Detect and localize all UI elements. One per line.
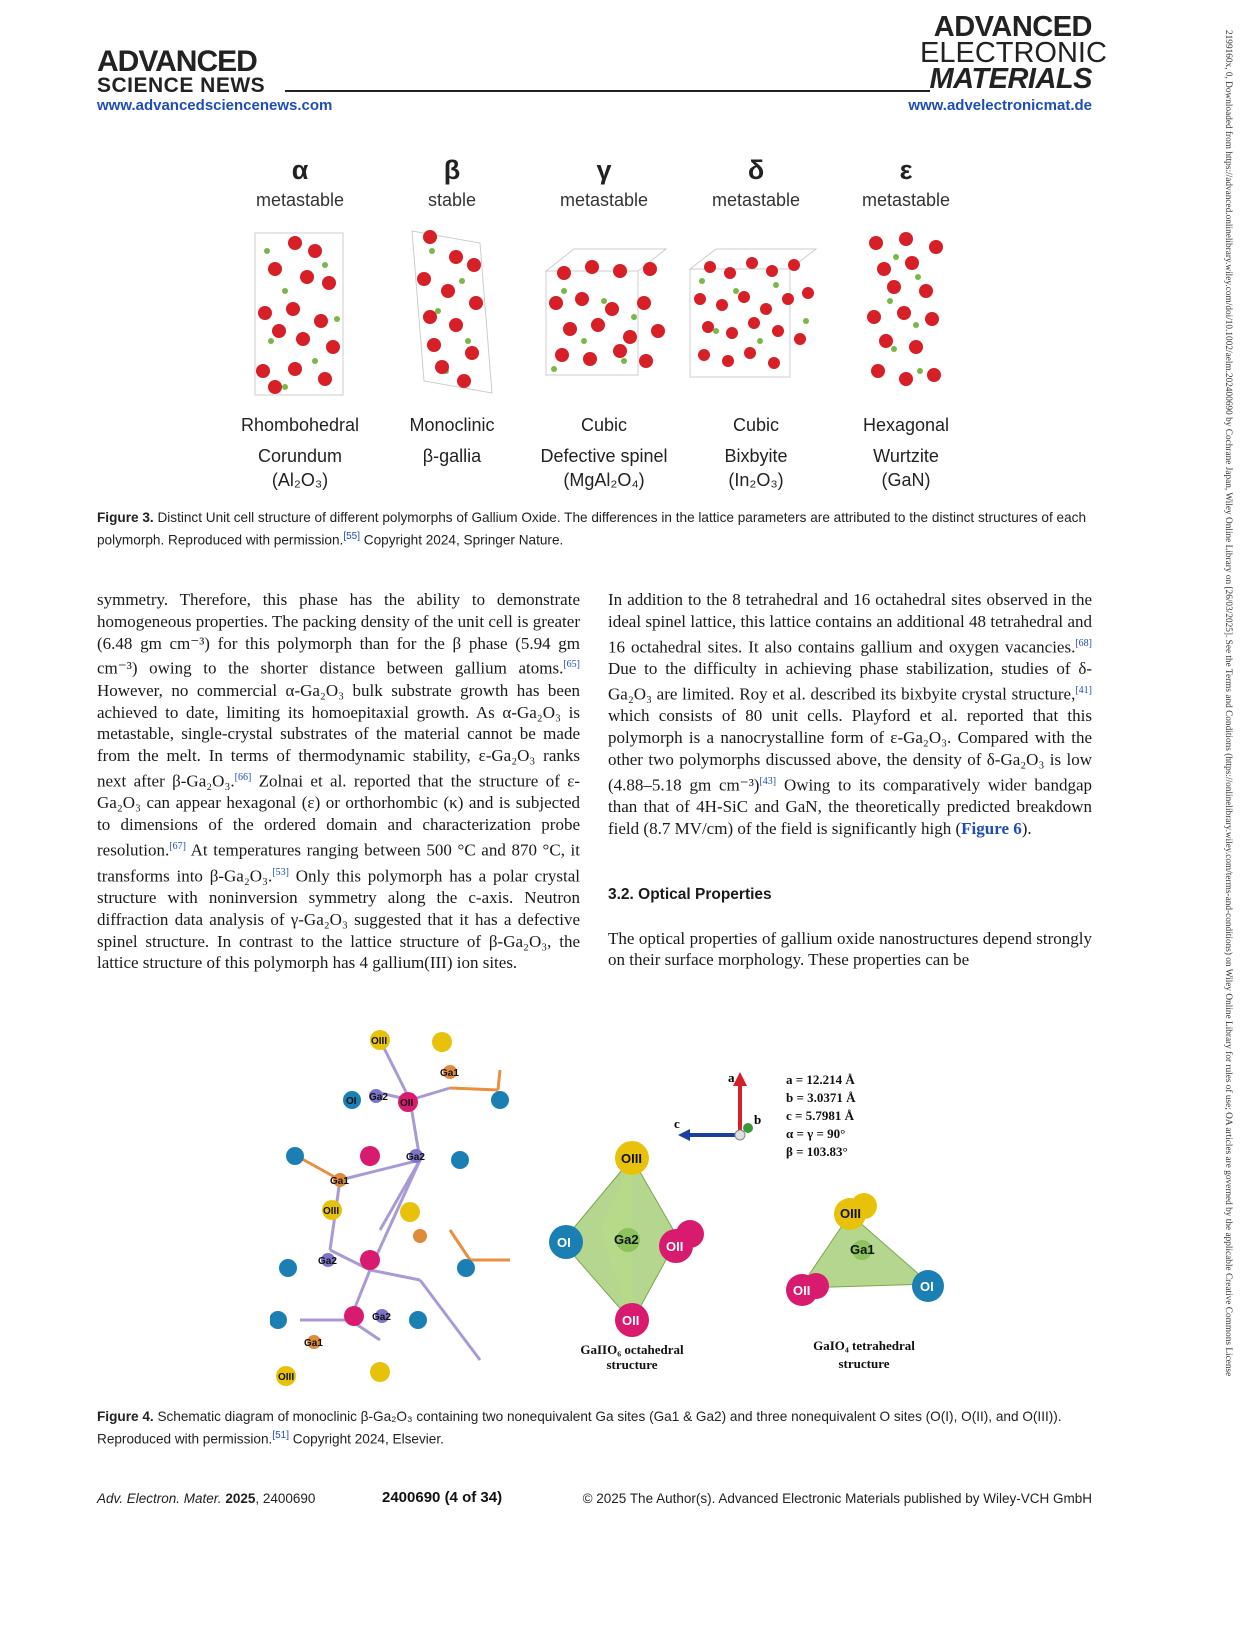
polymorph-stability: metastable	[861, 190, 951, 210]
octahedral-label: GaIIO₆ octahedral	[580, 1342, 684, 1357]
atom-label: OI	[346, 1096, 357, 1107]
crystal-system: Hexagonal	[862, 415, 950, 435]
polymorph-symbol: δ	[747, 155, 765, 185]
reference-link[interactable]: [43]	[759, 775, 777, 787]
atom-label: Ga1	[850, 1242, 875, 1257]
atom-label: OI	[557, 1235, 571, 1250]
footer-copyright: © 2025 The Author(s). Advanced Electronic Materials published by Wiley-VCH GmbH	[582, 1491, 1092, 1506]
gamma-unit-cell-image	[534, 221, 674, 401]
figure-3	[225, 155, 985, 500]
crystal-system: Rhombohedral	[240, 415, 360, 435]
lattice-param: α = γ = 90°	[786, 1126, 846, 1141]
prototype: Bixbyite	[724, 446, 788, 466]
lattice-param: a = 12.214 Å	[786, 1072, 855, 1087]
figure-3-caption: Figure 3. Distinct Unit cell structure of different polymorphs of Gallium Oxide. The differences in the lattice parameters are attributed to the distinct structures of each polymorph. Reproduced with permission.[55] Copyright 2024, Springer Nature.	[97, 510, 1087, 548]
left-column-text: symmetry. Therefore, this phase has the ability to demonstrate homogeneous properties. The packing density of the unit cell is greater (6.48 gm cm⁻³) for this polymorph than for the β phase (5.94 gm cm⁻³) owing to the shorter distance between gallium atoms.[65] However, no commercial α-Ga₂O₃ bulk substrate growth has been achieved to date, limiting its homoepitaxial growth. As α-Ga₂O₃ is metastable, single-crystal substrates of the material cannot be made from the melt. In terms of thermodynamic stability, ε-Ga₂O₃ ranks next after β-Ga₂O₃.[66] Zolnai et al. reported that the structure of ε-Ga₂O₃ can appear hexagonal (ε) or orthorhombic (κ) and is subjected to dimensions of the ordered domain and characterization probe resolution.[67] At temperatures ranging between 500 °C and 870 °C, it transforms into β-Ga₂O₃.[53] Only this polymorph has a polar crystal structure with noninversion symmetry along the c-axis. Neutron diffraction data analysis of γ-Ga₂O₃ suggested that it has a defective spinel structure. In contrast to the lattice structure of β-Ga₂O₃, the lattice structure of this polymorph has 4 gallium(III) ion sites.	[97, 590, 581, 973]
figure-4-caption: Figure 4. Schematic diagram of monoclinic β-Ga₂O₃ containing two nonequivalent Ga sites (Ga1 & Ga2) and three nonequivalent O sites (O(I), O(II), and O(III)). Reproduced with permission.[51] Copyright 2024, Elsevier.	[97, 1409, 1062, 1447]
page-number: 2400690 (4 of 34)	[382, 1489, 503, 1506]
epsilon-unit-cell-image	[856, 221, 956, 401]
reference-link[interactable]: [65]	[563, 659, 580, 671]
section-heading: 3.2. Optical Properties	[608, 885, 772, 903]
atom-label: OIII	[323, 1206, 340, 1217]
atom-label: Ga2	[318, 1256, 337, 1267]
atom-label: Ga2	[406, 1152, 425, 1163]
crystal-system: Cubic	[580, 415, 628, 435]
polymorph-beta	[377, 155, 527, 468]
polymorph-stability: metastable	[711, 190, 801, 210]
polymorph-symbol: α	[291, 155, 309, 185]
reference-link[interactable]: [51]	[272, 1430, 289, 1441]
advelectronicmat-link[interactable]: www.advelectronicmat.de	[908, 97, 1092, 114]
prototype-formula: (Al₂O₃)	[271, 470, 329, 490]
prototype-formula: (GaN)	[881, 470, 931, 490]
atom-label: Ga1	[304, 1338, 323, 1349]
axis-b-label: b	[754, 1112, 762, 1127]
polymorph-symbol: γ	[596, 155, 612, 185]
reference-link[interactable]: [55]	[343, 531, 361, 542]
axis-a-label: a	[728, 1070, 735, 1085]
caption-label: Figure 3.	[97, 510, 154, 525]
crystal-system: Monoclinic	[409, 415, 495, 435]
advanced-science-news-link[interactable]: www.advancedsciencenews.com	[97, 97, 333, 114]
polymorph-stability: metastable	[255, 190, 345, 210]
right-column-text: In addition to the 8 tetrahedral and 16 octahedral sites observed in the ideal spinel lattice, this lattice contains an additional 48 tetrahedral and 16 octahedral sites. It also contains gallium and oxygen vacancies.[68] Due to the difficulty in achieving phase stabilization, studies of δ-Ga₂O₃ are limited. Roy et al. described its bixbyite crystal structure,[41] which consists of 80 unit cells. Playford et al. reported that this polymorph is a nanocrystalline form of ε-Ga₂O₃. Compared with the other two polymorphs discussed above, the density of δ-Ga₂O₃ is low (4.88–5.18 gm cm⁻³)[43] Owing to its comparatively wider bandgap than that of 4H-SiC and GaN, the theoretically predicted breakdown field (8.7 MV/cm) of the field is significantly high (Figure 6). 3.2. Optical Properties The optical properties of gallium oxide nanostructures depend strongly on their surface morphology. These properties can be	[608, 590, 1092, 970]
polymorph-stability: metastable	[559, 190, 649, 210]
prototype: Defective spinel	[540, 446, 668, 466]
reference-link[interactable]: [53]	[272, 866, 289, 878]
atom-label: OII	[400, 1098, 414, 1109]
download-side-note: 2199160x, 0, Downloaded from https://advanced.onlinelibrary.wiley.com/doi/10.1002/aelm.202400690 by Cochrane Japan, Wiley Online Library on [26/03/2025]. See the Terms and Conditions (https://onlinelibrary.wiley.com/terms-and-conditions) on Wiley Online Library for rules of use; OA articles are governed by the applicable Creative Commons License	[1223, 30, 1233, 1377]
lattice-param: c = 5.7981 Å	[786, 1108, 855, 1123]
advanced-electronic-materials-logo: ADVANCED ELECTRONIC MATERIALS	[920, 11, 1107, 95]
alpha-unit-cell-image	[245, 221, 355, 401]
header-rule	[285, 90, 930, 92]
reference-link[interactable]: [41]	[1075, 684, 1092, 696]
polymorph-stability: stable	[427, 190, 477, 210]
atom-label: OIII	[621, 1151, 642, 1166]
polymorph-gamma	[529, 155, 679, 492]
polymorph-epsilon	[831, 155, 981, 492]
reference-link[interactable]: [66]	[234, 772, 252, 784]
polymorph-alpha	[225, 155, 375, 492]
reference-link[interactable]: [67]	[169, 841, 186, 853]
atom-label: OII	[793, 1283, 811, 1298]
prototype: β-gallia	[422, 446, 482, 466]
atom-label: Ga2	[369, 1092, 388, 1103]
beta-ga2o3-structure-diagram	[270, 1020, 970, 1400]
atom-label: OII	[666, 1239, 684, 1254]
tetrahedral-label: GaIO₄ tetrahedral	[813, 1338, 915, 1353]
atom-label: OII	[622, 1313, 640, 1328]
atom-label: OIII	[840, 1206, 861, 1221]
polymorph-delta	[681, 155, 831, 492]
octahedral-label: structure	[606, 1357, 658, 1372]
beta-unit-cell-image	[402, 221, 502, 401]
caption-label: Figure 4.	[97, 1409, 154, 1424]
crystal-system: Cubic	[732, 415, 780, 435]
polymorph-symbol: β	[443, 155, 461, 185]
atom-label: OI	[920, 1279, 934, 1294]
polymorph-symbol: ε	[899, 155, 913, 185]
prototype: Corundum	[257, 446, 343, 466]
prototype-formula: (MgAl₂O₄)	[563, 470, 645, 490]
figure-4	[270, 1020, 970, 1400]
figure-6-link[interactable]: Figure 6	[961, 818, 1022, 838]
atom-label: OIII	[371, 1036, 388, 1047]
prototype: Wurtzite	[873, 446, 939, 466]
prototype-formula: (In₂O₃)	[728, 470, 784, 490]
reference-link[interactable]: [68]	[1075, 637, 1092, 649]
axis-c-label: c	[674, 1116, 680, 1131]
atom-label: OIII	[278, 1372, 295, 1383]
atom-label: Ga2	[614, 1232, 639, 1247]
atom-label: Ga1	[330, 1176, 349, 1187]
footer-citation: Adv. Electron. Mater. 2025, 2400690	[97, 1491, 316, 1506]
lattice-param: b = 3.0371 Å	[786, 1090, 856, 1105]
advanced-science-news-logo: ADVANCED SCIENCE NEWS	[97, 45, 266, 97]
tetrahedral-label: structure	[838, 1356, 890, 1371]
lattice-param: β = 103.83°	[786, 1144, 848, 1159]
atom-label: Ga1	[440, 1068, 459, 1079]
delta-unit-cell-image	[686, 221, 826, 401]
atom-label: Ga2	[372, 1312, 391, 1323]
